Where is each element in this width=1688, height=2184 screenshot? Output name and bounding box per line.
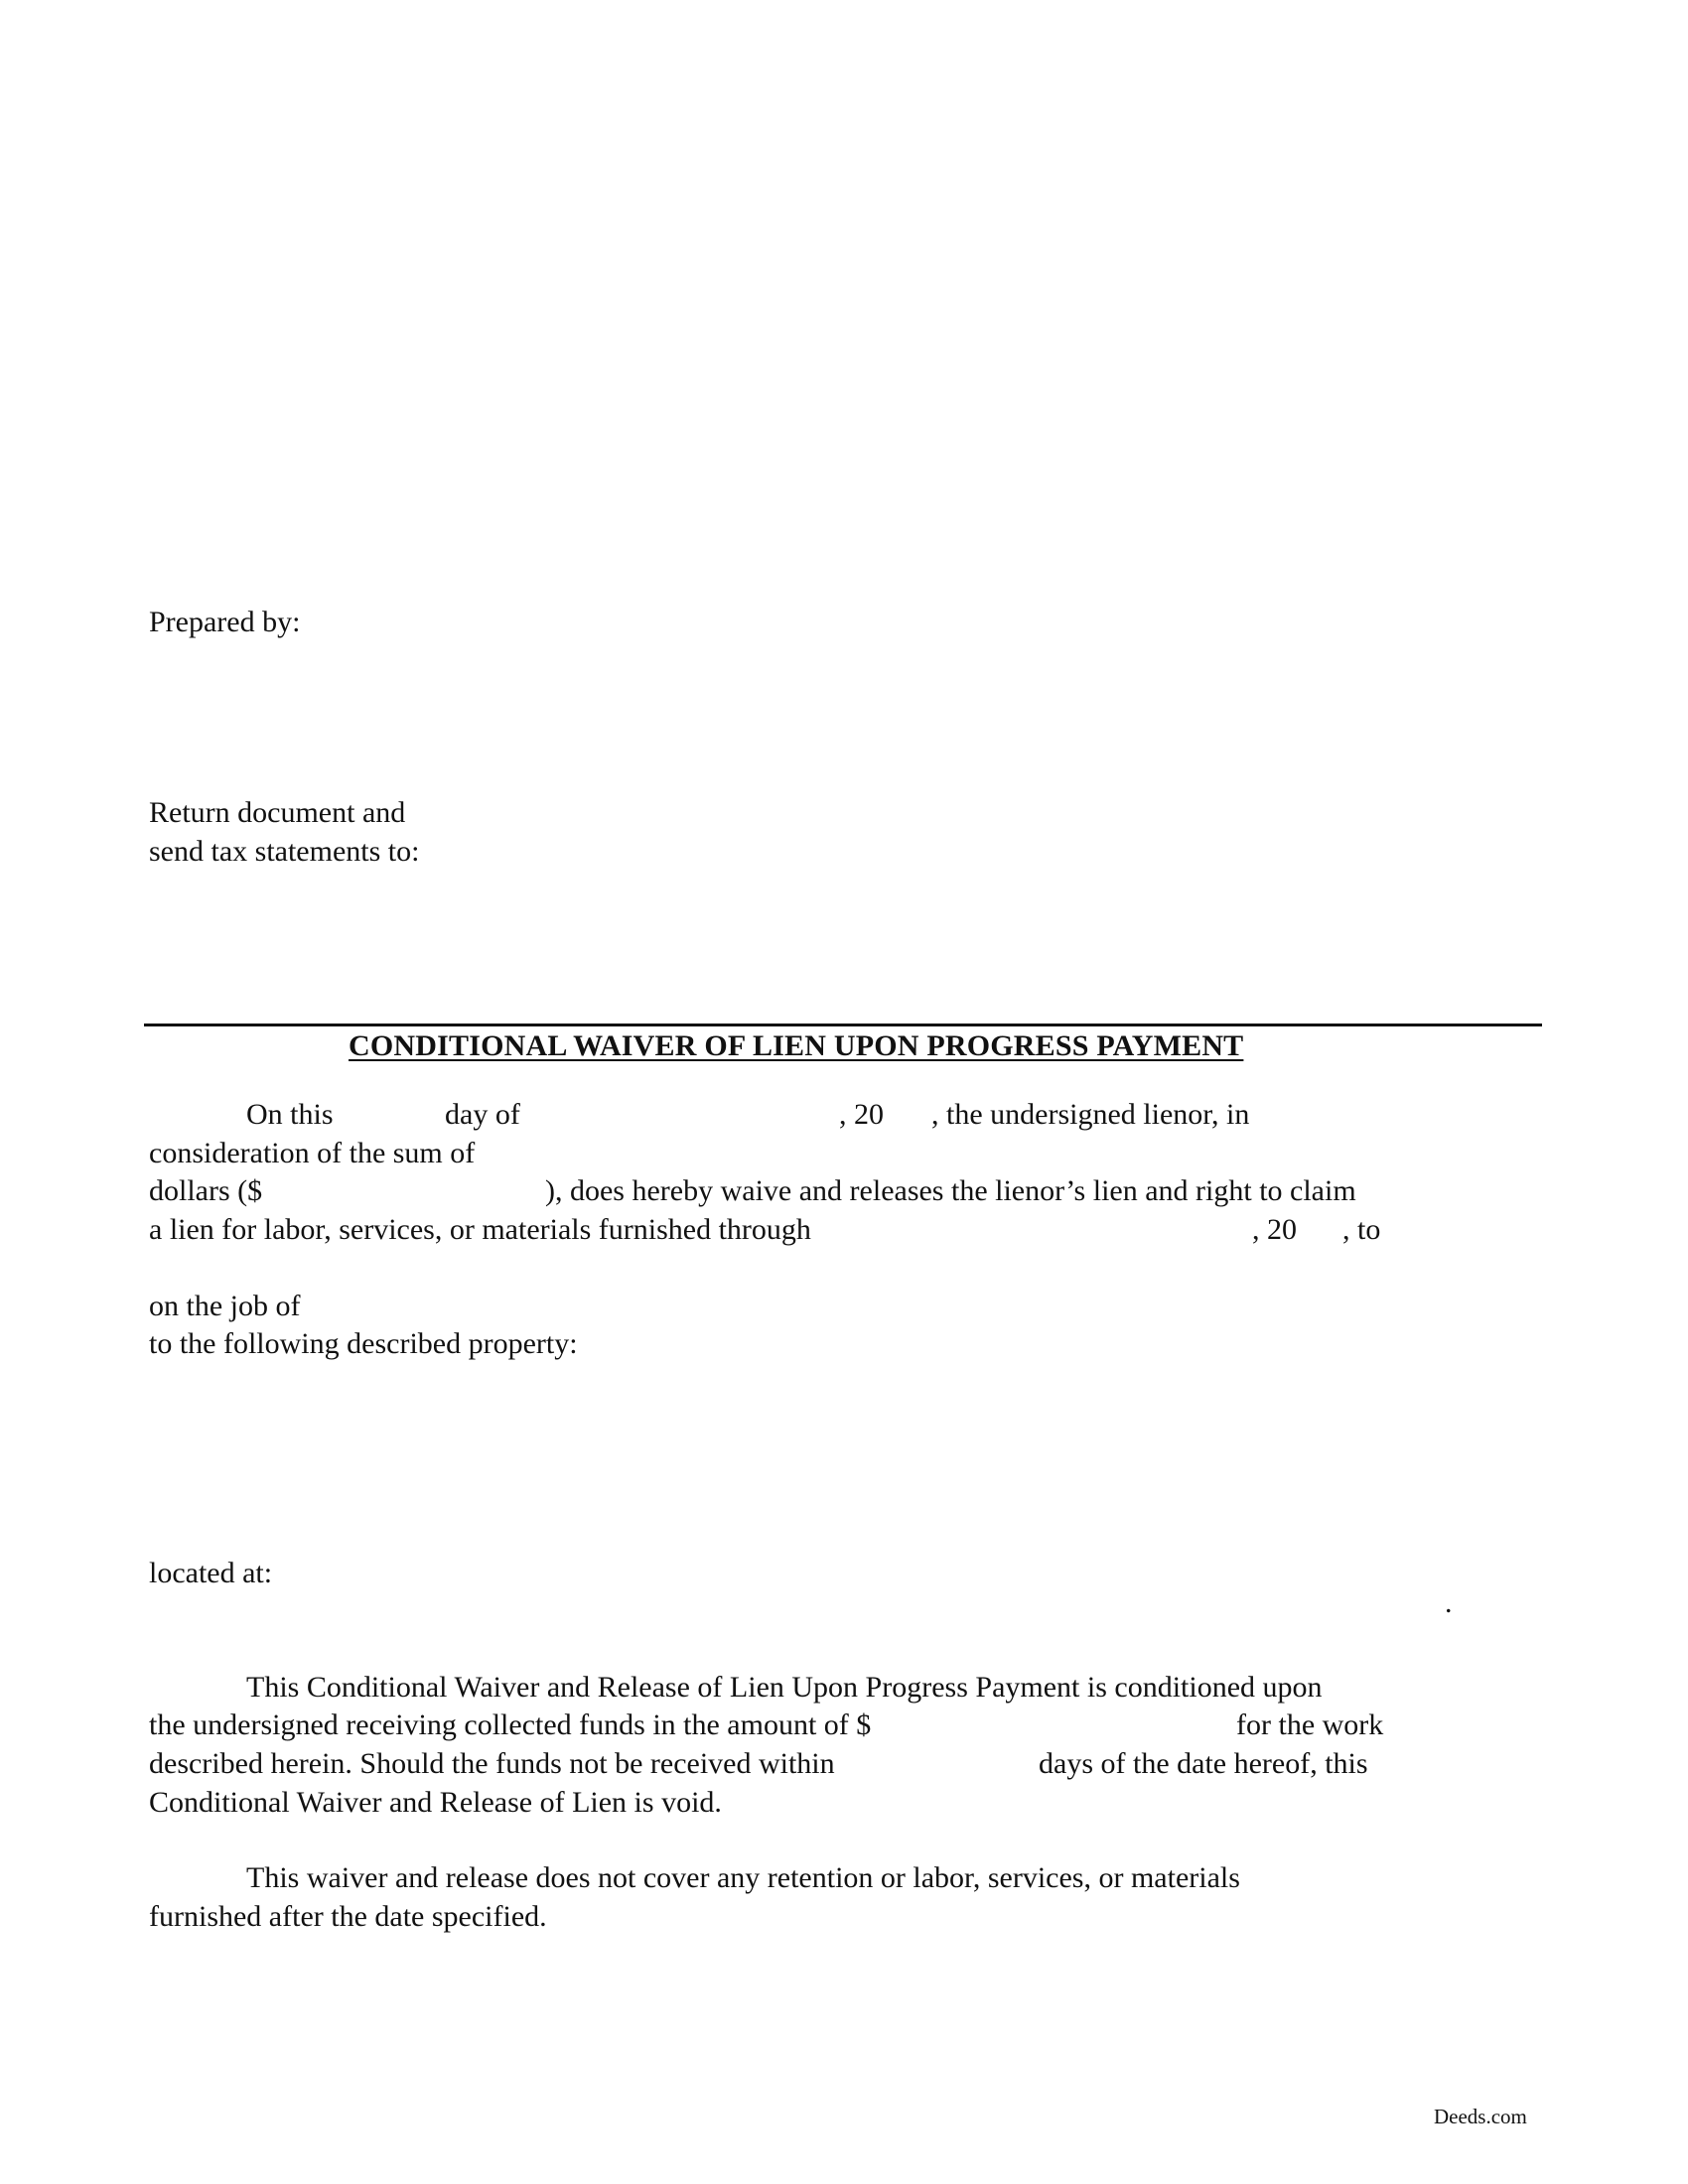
through-year-prefix-text: , 20 bbox=[1252, 1213, 1297, 1246]
date-specified-text: furnished after the date specified. bbox=[149, 1900, 547, 1933]
year-prefix-text: , 20 bbox=[839, 1098, 884, 1131]
prepared-by-label: Prepared by: bbox=[149, 606, 301, 638]
job-of-text: on the job of bbox=[149, 1290, 301, 1322]
header-divider bbox=[144, 1024, 1542, 1026]
location-period: . bbox=[1445, 1586, 1453, 1619]
waiver-void-text: Conditional Waiver and Release of Lien is void. bbox=[149, 1786, 722, 1819]
days-of-date-text: days of the date hereof, this bbox=[1039, 1747, 1368, 1780]
day-of-text: day of bbox=[445, 1098, 520, 1131]
dollars-text: dollars ($ bbox=[149, 1174, 263, 1207]
return-document-label: Return document and bbox=[149, 796, 406, 829]
lien-for-labor-text: a lien for labor, services, or materials furnished through bbox=[149, 1213, 811, 1246]
on-this-text: On this bbox=[246, 1098, 334, 1131]
undersigned-lienor-text: , the undersigned lienor, in bbox=[931, 1098, 1250, 1131]
conditioned-upon-text: This Conditional Waiver and Release of Lien Upon Progress Payment is conditioned upon bbox=[246, 1671, 1323, 1704]
send-tax-statements-label: send tax statements to: bbox=[149, 835, 420, 868]
collected-funds-text: the undersigned receiving collected funds in the amount of $ bbox=[149, 1708, 872, 1741]
consideration-text: consideration of the sum of bbox=[149, 1137, 476, 1169]
retention-text: This waiver and release does not cover any retention or labor, services, or materials bbox=[246, 1861, 1240, 1894]
deeds-com-footer: Deeds.com bbox=[1434, 2105, 1527, 2128]
located-at-label: located at: bbox=[149, 1557, 273, 1589]
funds-not-received-text: described herein. Should the funds not be received within bbox=[149, 1747, 835, 1780]
for-the-work-text: for the work bbox=[1236, 1708, 1384, 1741]
described-property-text: to the following described property: bbox=[149, 1327, 578, 1360]
document-title: CONDITIONAL WAIVER OF LIEN UPON PROGRESS PAYMENT bbox=[349, 1029, 1244, 1062]
waive-release-text: ), does hereby waive and releases the lienor’s lien and right to claim bbox=[545, 1174, 1356, 1207]
to-text: , to bbox=[1342, 1213, 1381, 1246]
